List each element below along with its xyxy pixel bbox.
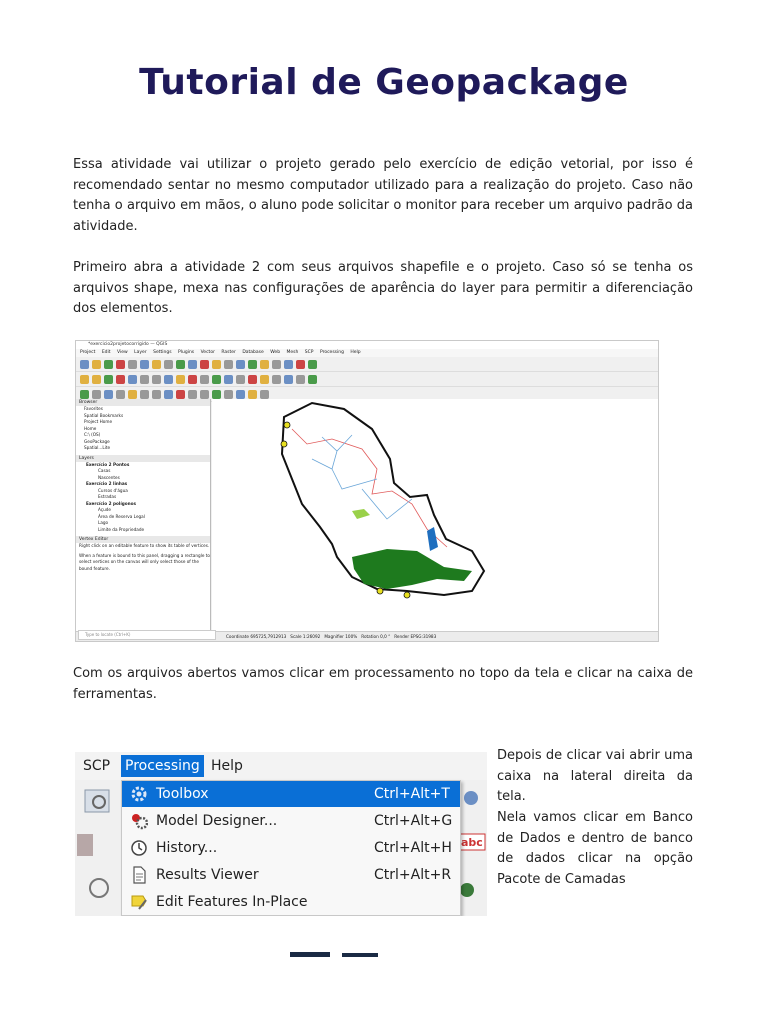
clock-icon	[130, 839, 148, 857]
layer-item: Lago	[98, 520, 109, 525]
vertex-editor-header: Vertex Editor	[76, 536, 210, 543]
intro-paragraph: Essa atividade vai utilizar o projeto gerado pelo exercício de edição vetorial, por isso é recomendado sentar no mesmo computador utilizado para a realização do projeto. Caso não tenha o arquivo em mãos, o aluno pode solicitar o monitor para receber um arquivo padrão da atividade.	[73, 157, 693, 234]
browser-item: Project Home	[84, 419, 113, 424]
layers-panel-header: Layers	[76, 455, 210, 462]
qgis-toolbar-2	[76, 372, 658, 387]
qgis-menubar	[76, 349, 658, 357]
qgis-left-panel	[76, 399, 211, 631]
qgis-window-title: *exercicio2projetocorrigido — QGIS	[76, 341, 658, 349]
qgis-menu-item: Vector	[200, 350, 215, 355]
side-paragraph-2: Nela vamos clicar em Banco de Dados e dentro de banco de dados clicar na opção Pacote de Camadas	[497, 810, 693, 887]
qgis-menu-item: View	[117, 350, 128, 355]
qgis-menu-item: Database	[242, 350, 264, 355]
stream-line	[312, 435, 412, 519]
menu-item-label: History...	[156, 840, 218, 856]
house-point	[281, 441, 287, 447]
menu-item-label: Results Viewer	[156, 867, 259, 883]
qgis-menu-item: Project	[80, 350, 96, 355]
qgis-menu-item: Web	[270, 350, 281, 355]
qgis-menu-item: Help	[350, 350, 361, 355]
coordinate-label: Coordinate	[226, 634, 249, 639]
house-point	[404, 592, 410, 598]
menu-item-history[interactable]	[122, 835, 460, 861]
layer-item: Limite da Propriedade	[98, 526, 145, 532]
menubar	[75, 752, 487, 780]
edit-pencil-icon	[130, 893, 148, 911]
layer-group: Exercício 2 linhas	[86, 481, 128, 486]
toolstrip-icons	[75, 780, 121, 916]
house-point	[377, 588, 383, 594]
page-title: Tutorial de Geopackage	[139, 62, 629, 103]
processing-dropdown	[121, 780, 461, 916]
scale-label: Scale	[290, 634, 302, 639]
qgis-map-canvas	[212, 399, 658, 631]
menu-item-shortcut: Ctrl+Alt+T	[374, 786, 450, 802]
layer-item: Estradas	[98, 494, 117, 499]
left-toolstrip	[75, 780, 121, 916]
browser-item: Home	[84, 425, 97, 431]
step2-paragraph: Com os arquivos abertos vamos clicar em processamento no topo da tela e clicar na caixa de ferramentas.	[73, 666, 693, 702]
qgis-menu-item: SCP	[304, 350, 314, 355]
qgis-menu-item: Plugins	[178, 350, 195, 355]
qgis-menu-item: Edit	[101, 350, 111, 355]
rotation-label: Rotation	[361, 634, 379, 639]
browser-item: GeoPackage	[84, 438, 110, 444]
browser-panel-header: Browser	[76, 399, 210, 406]
menu-item-edit-features-in-place[interactable]	[122, 889, 460, 915]
crs-label: EPSG:31983	[410, 634, 437, 639]
layer-item: Casas	[98, 468, 111, 473]
acude-polygon	[352, 509, 370, 519]
menu-item-model-designer[interactable]	[122, 808, 460, 834]
layer-item: Área de Reserva Legal	[98, 513, 145, 519]
reserve-forest	[352, 549, 472, 589]
menu-item-shortcut: Ctrl+Alt+G	[374, 813, 453, 829]
document-icon	[130, 866, 148, 884]
coordinate-value: 695725,7912913	[250, 634, 287, 639]
browser-item: Spatial...Lite	[84, 445, 111, 450]
lake-polygon	[427, 527, 438, 551]
processing-menu-screenshot	[75, 752, 487, 916]
menu-help: Help	[211, 758, 243, 774]
render-label: Render	[394, 634, 410, 639]
locator-search-input: Type to locate (Ctrl+K)	[78, 630, 216, 640]
menu-scp: SCP	[83, 758, 111, 774]
next-image-fragment	[290, 951, 380, 957]
menu-item-label: Edit Features In-Place	[156, 894, 308, 910]
layer-item: Cursos d'água	[98, 487, 128, 493]
browser-item: C:\ (OS)	[84, 432, 101, 437]
vertex-editor-text: When a feature is bound to this panel, dragging a rectangle to select vertices on the canvas will only select those of the bound feature.	[79, 552, 210, 571]
model-designer-icon	[130, 812, 148, 830]
house-point	[284, 422, 290, 428]
magnifier-label: Magnifier	[324, 634, 344, 639]
browser-item: Favorites	[84, 406, 103, 411]
menu-processing: Processing	[121, 755, 204, 777]
magnifier-value: 100%	[345, 634, 358, 639]
qgis-menu-item: Settings	[153, 350, 172, 355]
layer-item: Açude	[98, 507, 111, 512]
qgis-toolbar-1	[76, 357, 658, 372]
layer-group: Exercício 2 Pontos	[86, 461, 130, 467]
step1-paragraph: Primeiro abra a atividade 2 com seus arquivos shapefile e o projeto. Caso só se tenha os arquivos shape, mexa nas configurações de aparência do layer para permitir a diferenciação dos elementos.	[73, 260, 693, 316]
menu-item-toolbox[interactable]	[122, 781, 460, 807]
qgis-menu-item: Processing	[319, 350, 344, 355]
rotation-value: 0,0 °	[380, 634, 391, 639]
qgis-menu-item: Mesh	[286, 350, 299, 355]
qgis-menu-item: Raster	[221, 350, 236, 355]
side-paragraph-1: Depois de clicar vai abrir uma caixa na lateral direita da tela.	[497, 748, 693, 804]
scale-value: 1:26092	[302, 634, 321, 639]
road-line	[292, 429, 447, 547]
vertex-editor-text: Right click on an editable feature to show its table of vertices.	[79, 543, 210, 548]
qgis-menu-item: Layer	[134, 350, 147, 355]
menu-item-shortcut: Ctrl+Alt+R	[374, 867, 452, 883]
right-toolstrip	[459, 780, 487, 916]
layer-item: Nascentes	[98, 474, 120, 480]
abc-label-icon: abc	[461, 836, 483, 849]
menu-item-label: Toolbox	[156, 786, 209, 802]
menu-item-label: Model Designer...	[156, 813, 278, 829]
menu-item-results-viewer[interactable]	[122, 862, 460, 888]
gear-icon	[130, 785, 148, 803]
qgis-screenshot	[75, 340, 659, 642]
menu-item-shortcut: Ctrl+Alt+H	[374, 840, 452, 856]
browser-item: Spatial Bookmarks	[84, 412, 124, 418]
layer-group: Exercício 2 polígonos	[86, 500, 136, 506]
